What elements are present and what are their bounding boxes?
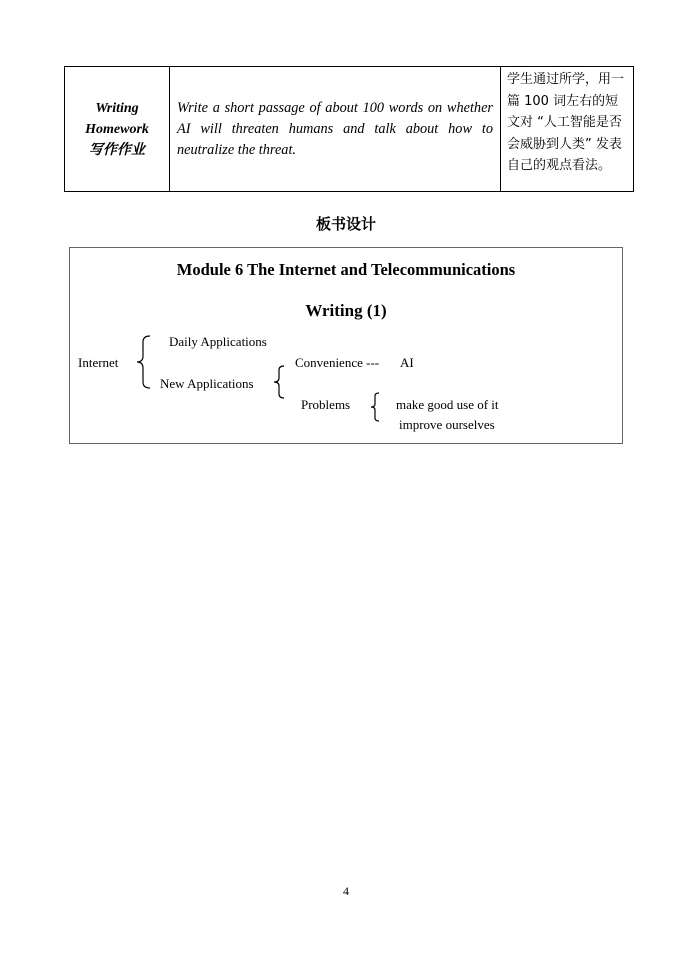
homework-table (64, 66, 634, 192)
homework-purpose-text: 学生通过所学，用一篇 100 词左右的短文对 “人工智能是否会威胁到人类” 发表自己的观点看法。 (507, 72, 625, 173)
board-subtitle: Writing (1) (305, 301, 387, 320)
convenience-label: Convenience --- (295, 355, 380, 370)
board-heading: 板书设计 (315, 215, 376, 233)
homework-task-text: Write a short passage of about 100 words on whether AI will threaten humans and talk about how to neutralize the threat. (177, 99, 493, 158)
brace-problems (368, 391, 382, 423)
board-title: Module 6 The Internet and Telecommunications (176, 260, 516, 279)
homework-label-en-1: Writing (95, 100, 139, 116)
homework-label-cn: 写作作业 (89, 141, 145, 158)
daily-applications-label: Daily Applications (169, 334, 267, 349)
problems-label: Problems (301, 397, 351, 412)
internet-label: Internet (78, 355, 119, 370)
improve-label: improve ourselves (399, 417, 495, 432)
good-use-label: make good use of it (396, 397, 499, 412)
homework-purpose-cell (501, 67, 633, 191)
homework-task-cell (170, 67, 501, 191)
board-design-box (69, 247, 623, 444)
page-number: 4 (343, 884, 349, 898)
homework-label-en-2: Homework (85, 121, 149, 137)
brace-new-applications (271, 364, 287, 400)
new-applications-label: New Applications (160, 376, 254, 391)
ai-label: AI (400, 355, 414, 370)
brace-internet (134, 334, 154, 390)
homework-label-cell (65, 67, 170, 191)
